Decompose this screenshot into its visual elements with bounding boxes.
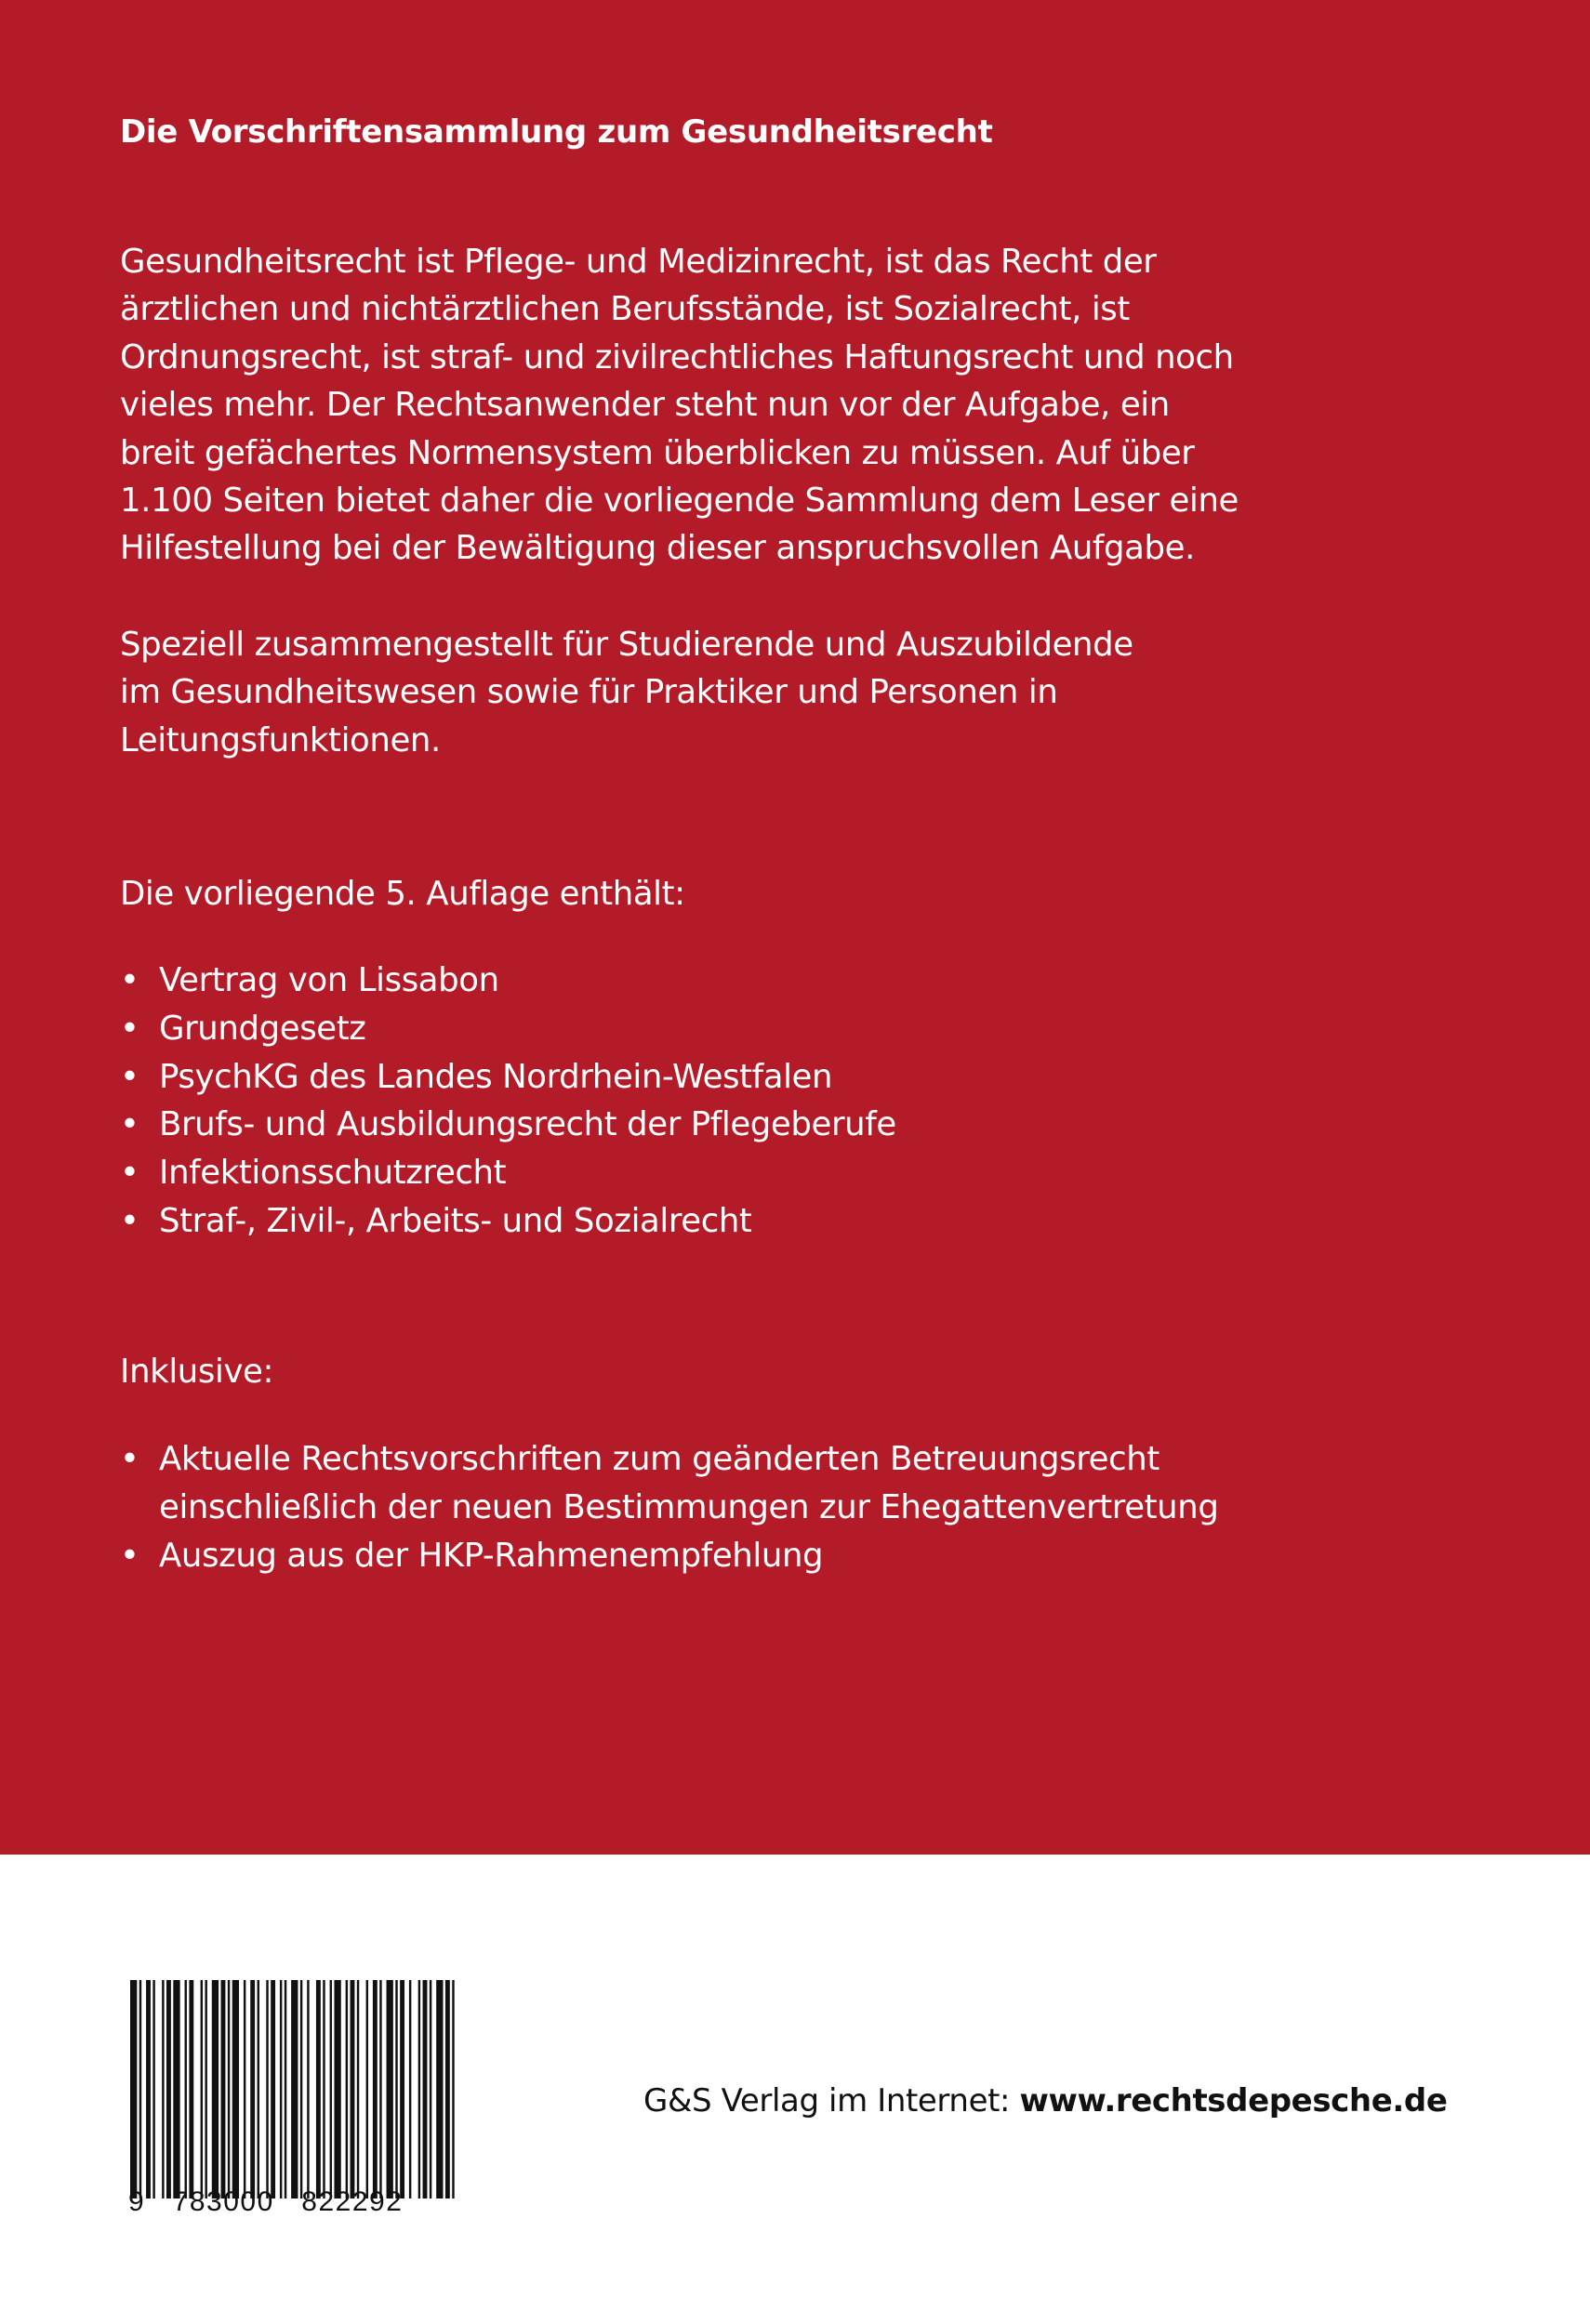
barcode-bar bbox=[423, 1980, 428, 2199]
list-item bbox=[120, 1101, 896, 1149]
barcode-bar bbox=[357, 1980, 359, 2199]
bullet-icon: • bbox=[120, 1057, 139, 1096]
barcode-bar bbox=[266, 1980, 268, 2199]
audience-line: Speziell zusammengestellt für Studierende und Auszubildende bbox=[120, 626, 1133, 664]
list-item bbox=[120, 1053, 896, 1102]
barcode-bar bbox=[316, 1980, 321, 2199]
list-item bbox=[120, 1005, 896, 1053]
barcode-bar bbox=[280, 1980, 282, 2199]
list-item-text: einschließlich der neuen Bestimmungen zur Ehegattenvertretung bbox=[159, 1487, 1219, 1526]
barcode-bar bbox=[146, 1980, 151, 2199]
intro-line: Gesundheitsrecht ist Pflege- und Medizinrecht, ist das Recht der bbox=[120, 243, 1157, 281]
barcode-bar bbox=[430, 1980, 431, 2199]
list-item-text: Auszug aus der HKP-Rahmenempfehlung bbox=[159, 1536, 824, 1575]
bullet-icon: • bbox=[120, 1201, 139, 1240]
publisher-prefix: G&S Verlag im Internet: bbox=[643, 2082, 1020, 2119]
barcode-bar bbox=[418, 1980, 420, 2199]
audience-line: im Gesundheitswesen sowie für Praktiker und Personen in bbox=[120, 673, 1058, 712]
bullet-icon: • bbox=[120, 1154, 139, 1193]
list-item-text: Grundgesetz bbox=[159, 1009, 366, 1048]
contents-list bbox=[120, 957, 896, 1246]
barcode-bar bbox=[330, 1980, 332, 2199]
barcode-bar bbox=[373, 1980, 378, 2199]
barcode-bar bbox=[173, 1980, 179, 2199]
isbn-number: 9 783000 822292 bbox=[128, 2186, 404, 2217]
barcode-bar bbox=[201, 1980, 203, 2199]
bullet-icon: • bbox=[120, 1536, 139, 1575]
intro-line: 1.100 Seiten bietet daher die vorliegende Sammlung dem Leser eine bbox=[120, 482, 1239, 521]
list-item-text: Vertrag von Lissabon bbox=[159, 961, 499, 999]
barcode-bar bbox=[323, 1980, 325, 2199]
list-item bbox=[120, 957, 896, 1005]
barcode-bar bbox=[185, 1980, 187, 2199]
intro-line: ärztlichen und nichtärztlichen Berufsstände, ist Sozialrecht, ist bbox=[120, 290, 1130, 329]
barcode-bar bbox=[452, 1980, 454, 2199]
barcode-bar bbox=[351, 1980, 355, 2199]
list-item-text: Brufs- und Ausbildungsrecht der Pflegeberufe bbox=[159, 1105, 896, 1144]
barcode-bar bbox=[221, 1980, 226, 2199]
barcode-bar bbox=[139, 1980, 141, 2199]
barcode-bar bbox=[300, 1980, 302, 2199]
inclusive-list bbox=[120, 1435, 1219, 1579]
barcode-bar bbox=[205, 1980, 206, 2199]
barcode-bar bbox=[212, 1980, 219, 2199]
list-item bbox=[120, 1435, 1219, 1532]
bullet-icon: • bbox=[120, 961, 139, 999]
heading: Die Vorschriftensammlung zum Gesundheitsrecht bbox=[120, 113, 993, 151]
barcode-bar bbox=[285, 1980, 286, 2199]
audience-line: Leitungsfunktionen. bbox=[120, 720, 441, 759]
barcode-bar bbox=[379, 1980, 381, 2199]
intro-line: Ordnungsrecht, ist straf- und zivilrechtliches Haftungsrecht und noch bbox=[120, 337, 1234, 376]
barcode-bar bbox=[436, 1980, 443, 2199]
inclusive-label: Inklusive: bbox=[120, 1353, 274, 1391]
barcode-bar bbox=[409, 1980, 411, 2199]
isbn-barcode bbox=[130, 1980, 461, 2199]
barcode-bar bbox=[400, 1980, 404, 2199]
barcode-bar bbox=[366, 1980, 368, 2199]
barcode-bar bbox=[232, 1980, 239, 2199]
barcode-bar bbox=[244, 1980, 245, 2199]
barcode-bar bbox=[387, 1980, 393, 2199]
barcode-bar bbox=[162, 1980, 164, 2199]
list-item-text: Infektionsschutzrecht bbox=[159, 1154, 507, 1193]
audience-paragraph bbox=[120, 621, 1133, 764]
intro-paragraph bbox=[120, 238, 1282, 573]
intro-line: vieles mehr. Der Rechtsanwender steht nun vor der Aufgabe, ein bbox=[120, 386, 1170, 425]
list-item bbox=[120, 1197, 896, 1246]
list-item-text: Straf-, Zivil-, Arbeits- und Sozialrecht bbox=[159, 1201, 752, 1240]
list-item bbox=[120, 1149, 896, 1197]
barcode-bar bbox=[152, 1980, 154, 2199]
list-item-text: Aktuelle Rechtsvorschriften zum geänderten Betreuungsrecht bbox=[159, 1440, 1159, 1478]
barcode-bar bbox=[307, 1980, 309, 2199]
barcode-bar bbox=[291, 1980, 298, 2199]
barcode-bar bbox=[130, 1980, 137, 2199]
bullet-icon: • bbox=[120, 1105, 139, 1144]
barcode-bar bbox=[250, 1980, 255, 2199]
barcode-bar bbox=[445, 1980, 450, 2199]
barcode-bar bbox=[346, 1980, 348, 2199]
bullet-icon: • bbox=[120, 1440, 139, 1478]
barcode-bar bbox=[395, 1980, 397, 2199]
barcode-bar bbox=[271, 1980, 275, 2199]
intro-line: Hilfestellung bei der Bewältigung dieser anspruchsvollen Aufgabe. bbox=[120, 529, 1195, 568]
intro-line: breit gefächertes Normensystem überblicken zu müssen. Auf über bbox=[120, 433, 1195, 472]
list-item-text: PsychKG des Landes Nordrhein-Westfalen bbox=[159, 1057, 833, 1096]
barcode-bar bbox=[334, 1980, 340, 2199]
barcode-bar bbox=[228, 1980, 230, 2199]
edition-label: Die vorliegende 5. Auflage enthält: bbox=[120, 875, 685, 913]
list-item bbox=[120, 1532, 1219, 1580]
bullet-icon: • bbox=[120, 1009, 139, 1048]
publisher-line bbox=[643, 2082, 1448, 2119]
publisher-url: www.rechtsdepesche.de bbox=[1019, 2082, 1448, 2119]
barcode-bar bbox=[189, 1980, 193, 2199]
barcode-bar bbox=[258, 1980, 259, 2199]
barcode-bar bbox=[166, 1980, 171, 2199]
